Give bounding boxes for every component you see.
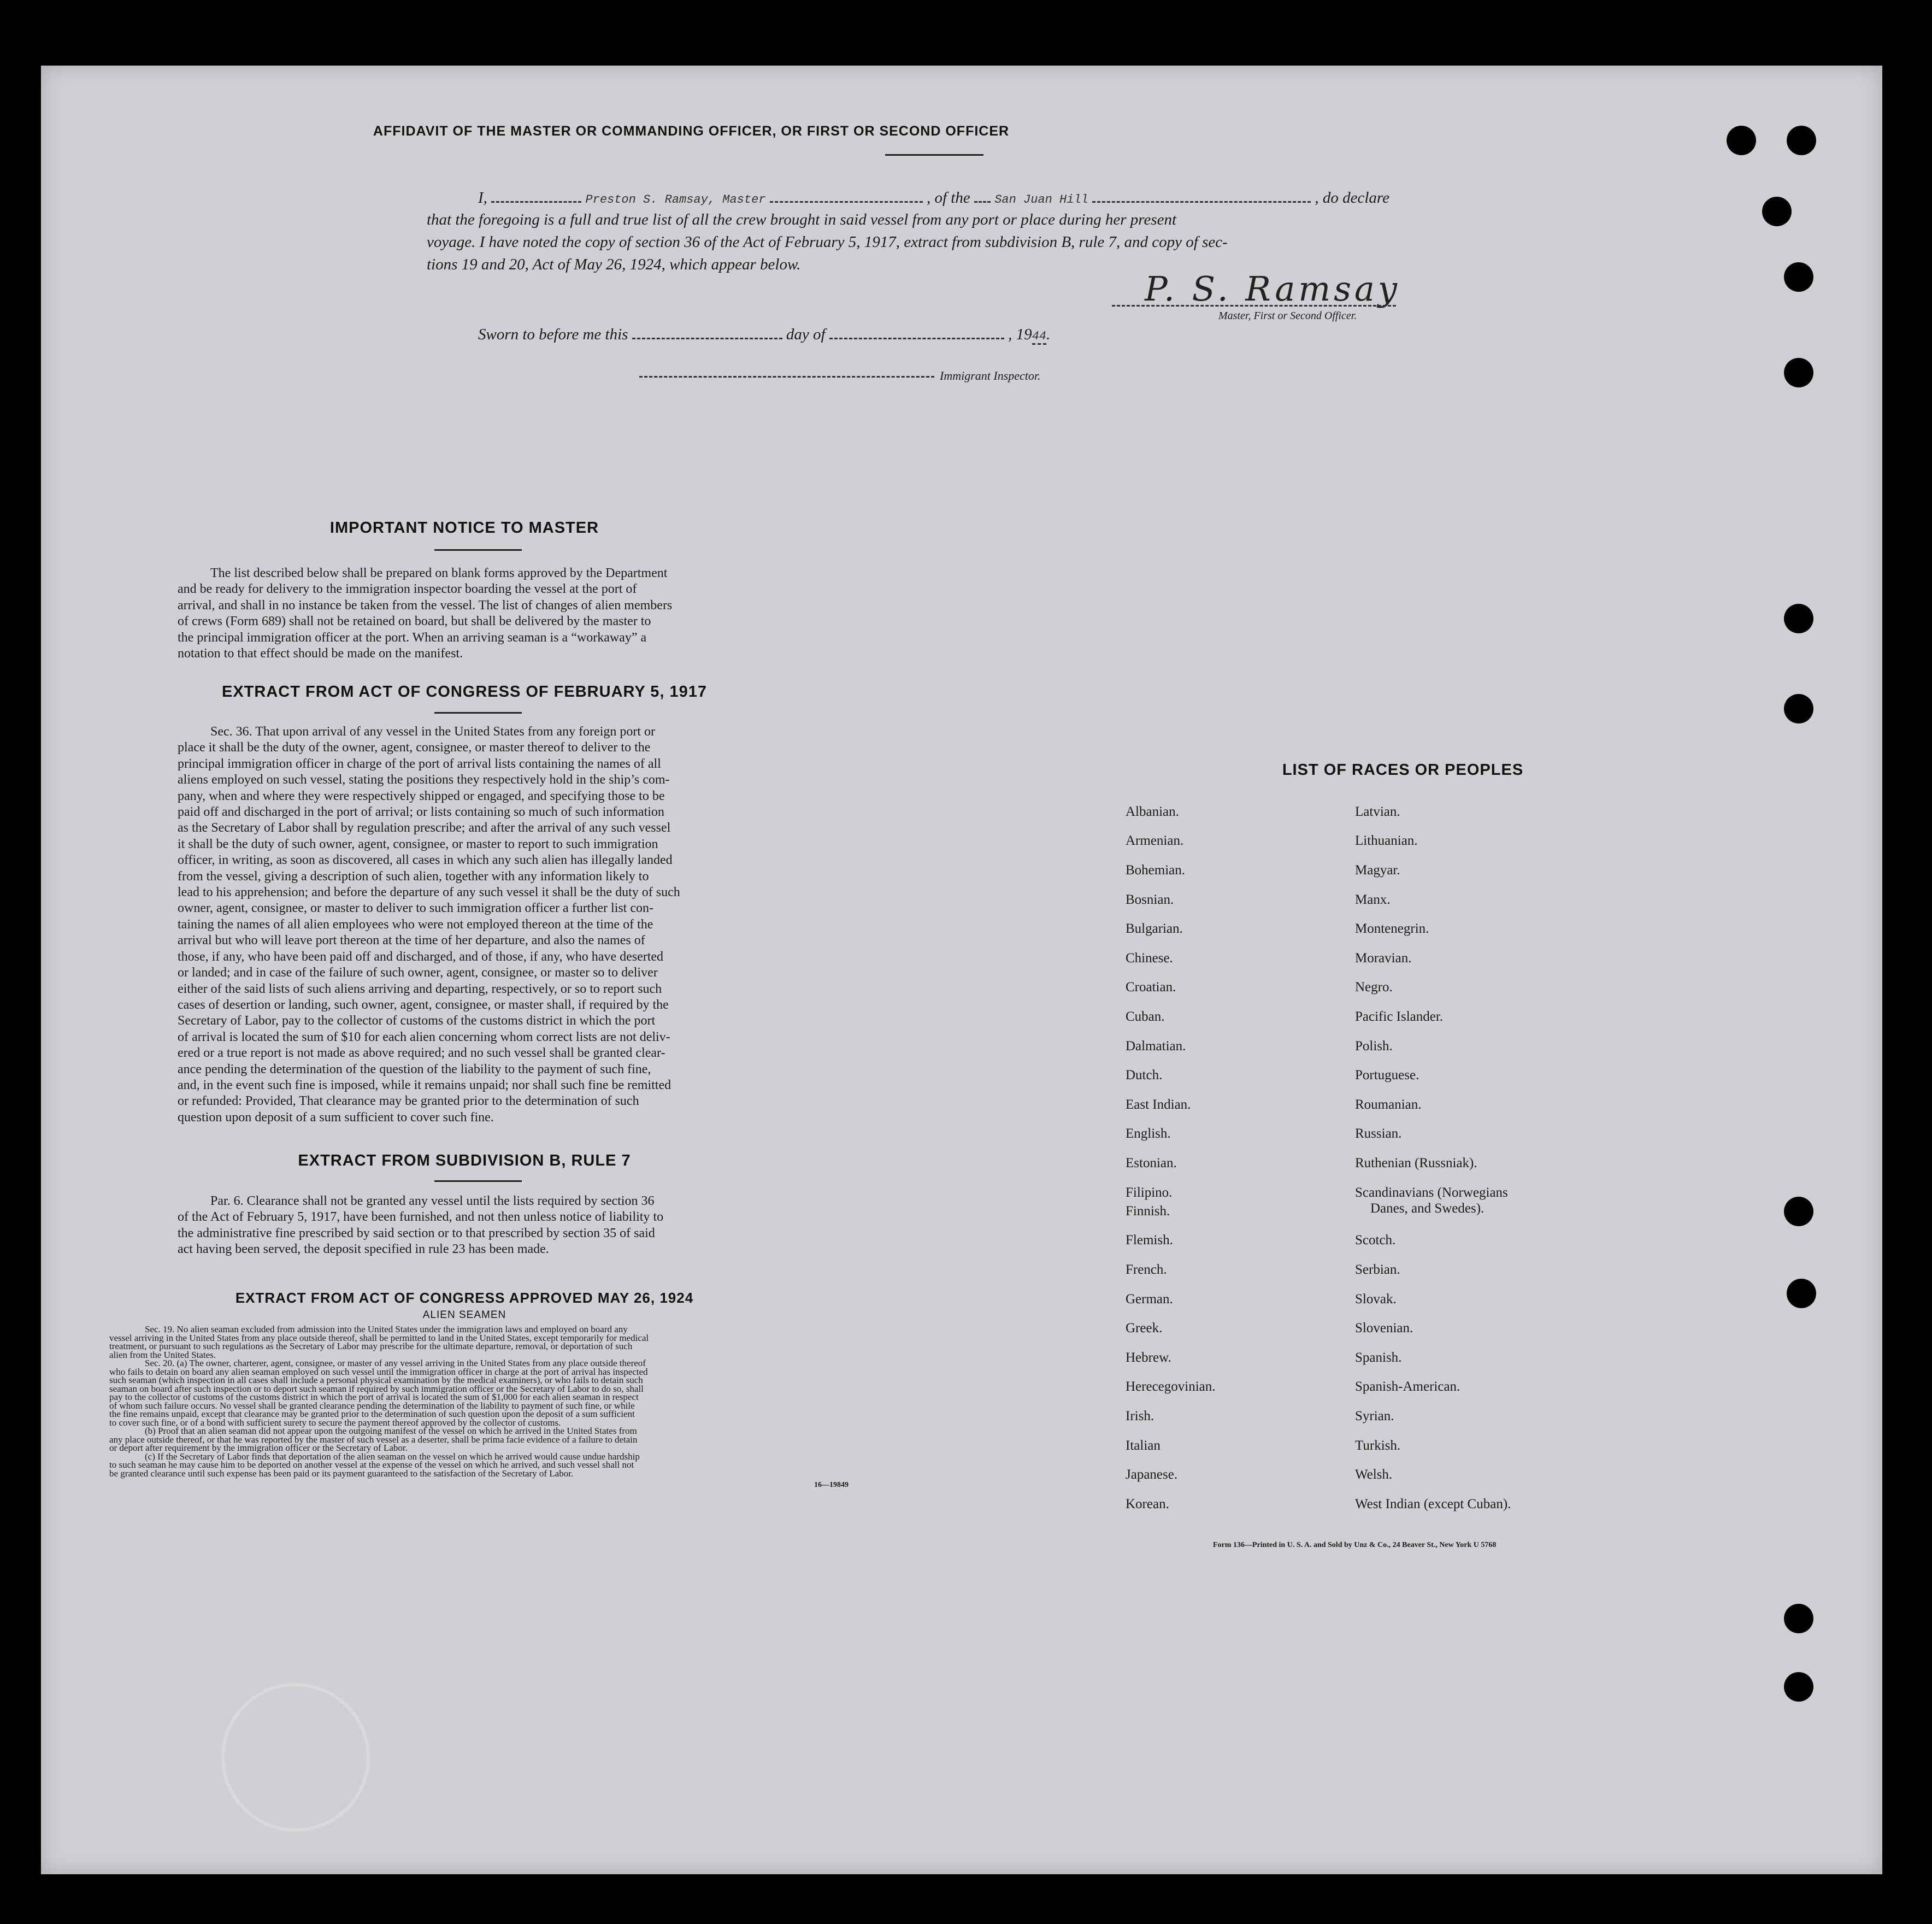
race-item: Welsh.	[1355, 1467, 1393, 1482]
race-item: West Indian (except Cuban).	[1355, 1497, 1511, 1511]
extract-1924-line: any place outside thereof, or that he was reported by the master of such vessel as a deserter, shall be prima facie evidence of a failure to detain	[109, 1434, 638, 1445]
race-item: Flemish.	[1126, 1233, 1173, 1248]
races-title: LIST OF RACES OR PEOPLES	[1282, 761, 1524, 779]
extract-1924-subtitle: ALIEN SEAMEN	[422, 1309, 506, 1321]
extract-1917-title: EXTRACT FROM ACT OF CONGRESS OF FEBRUARY 5, 1917	[221, 683, 708, 701]
affidavit-line: that the foregoing is a full and true list of all the crew brought in said vessel from any port or place during her present	[427, 211, 1177, 228]
race-item: Greek.	[1126, 1321, 1163, 1335]
race-item: Russian.	[1355, 1126, 1402, 1141]
extract-1924-line: alien from the United States.	[109, 1349, 216, 1360]
extract-1924-line: who fails to detain on board any alien seaman employed on such vessel until the immigration officer in charge at the port of arrival has inspected	[109, 1366, 648, 1377]
signature-caption: Master, First or Second Officer.	[1218, 310, 1357, 322]
binder-hole	[1727, 126, 1756, 155]
race-item: Ruthenian (Russniak).	[1355, 1156, 1477, 1170]
extract-line: arrival but who will leave port thereon at the time of her departure, and also the names of	[178, 933, 645, 948]
race-item: Slovenian.	[1355, 1321, 1413, 1335]
binder-hole	[1762, 197, 1792, 226]
notice-line: and be ready for delivery to the immigration inspector boarding the vessel at the port of	[178, 582, 637, 597]
race-item: Filipino.	[1126, 1185, 1173, 1200]
binder-hole	[1784, 1672, 1813, 1702]
day-of-label: day of	[786, 326, 826, 343]
race-item: Herecegovinian.	[1126, 1379, 1216, 1394]
master-signature: P. S. Ramsay	[1145, 269, 1400, 309]
race-item: Bohemian.	[1126, 863, 1186, 878]
race-item: Armenian.	[1126, 833, 1184, 848]
extract-1924-title: EXTRACT FROM ACT OF CONGRESS APPROVED MAY 26, 1924	[235, 1290, 694, 1306]
inspector-caption: Immigrant Inspector.	[940, 369, 1041, 383]
printer-imprint: Form 136—Printed in U. S. A. and Sold by Unz & Co., 24 Beaver St., New York U 5768	[1213, 1541, 1497, 1549]
extract-line: ance pending the determination of the question of the liability to the payment of such fine,	[178, 1062, 651, 1076]
affidavit-body	[427, 209, 1487, 276]
extract-1924-line: such seaman (which inspection in all cases shall include a personal physical examination by the medical examiners), or who fails to detain such	[109, 1375, 643, 1385]
rule7-line: the administrative fine prescribed by said section or to that prescribed by section 35 of said	[178, 1226, 655, 1240]
of-the-label: , of the	[926, 189, 970, 207]
extract-1924-line: Sec. 19. No alien seaman excluded from admission into the United States under the immigration laws and employed on board any	[145, 1324, 628, 1334]
race-item: Polish.	[1355, 1039, 1393, 1054]
race-item: Danes, and Swedes).	[1370, 1201, 1485, 1216]
sworn-label: Sworn to before me this	[478, 326, 628, 343]
binder-hole	[1784, 1604, 1813, 1633]
extract-1917-text	[178, 724, 833, 1126]
binder-hole	[1787, 126, 1816, 155]
race-item: Croatian.	[1126, 980, 1176, 995]
extract-line: lead to his apprehension; and before the departure of any such vessel it shall be the duty of such	[178, 885, 680, 900]
blank-line	[1092, 186, 1311, 203]
race-item: Lithuanian.	[1355, 833, 1418, 848]
notice-line: of crews (Form 689) shall not be retained on board, but shall be delivered by the master to	[178, 614, 651, 629]
extract-line: cases of desertion or landing, such owner, agent, consignee, or master shall, if required by the	[178, 997, 669, 1012]
race-item: Latvian.	[1355, 804, 1400, 819]
extract-line: ered or a true report is not made as above required; and no such vessel shall be granted clear-	[178, 1046, 665, 1061]
race-item: Dutch.	[1126, 1068, 1163, 1082]
race-item: Moravian.	[1355, 951, 1412, 966]
race-item: Serbian.	[1355, 1262, 1400, 1277]
binder-hole	[1784, 694, 1813, 723]
notice-line: notation to that effect should be made on the manifest.	[178, 646, 463, 661]
year-prefix: , 19	[1008, 326, 1032, 343]
notice-underline	[434, 549, 522, 551]
extract-line: either of the said lists of such aliens arriving and departing, respectively, or so to report such	[178, 981, 662, 996]
race-item: French.	[1126, 1262, 1167, 1277]
extract-line: owner, agent, consignee, or master to deliver to such immigration officer a further list con-	[178, 901, 653, 916]
binder-hole	[1784, 604, 1813, 633]
notice-line: the principal immigration officer at the port. When an arriving seaman is a “workaway” a	[178, 630, 647, 645]
affidavit-line: voyage. I have noted the copy of section 36 of the Act of February 5, 1917, extract from subdivision B, rule 7, and copy of sec-	[427, 233, 1228, 251]
race-item: Hebrew.	[1126, 1350, 1171, 1365]
blank-line	[829, 322, 1004, 339]
extract-line: Sec. 36. That upon arrival of any vessel in the United States from any foreign port or	[210, 725, 656, 739]
extract-line: or refunded: Provided, That clearance may be granted prior to the determination of such	[178, 1094, 639, 1109]
extract-line: place it shall be the duty of the owner, agent, consignee, or master thereof to deliver to the	[178, 740, 651, 755]
race-item: Scotch.	[1355, 1233, 1396, 1248]
inspector-signature-line	[639, 361, 934, 378]
blank-line	[974, 186, 991, 203]
extract-line: from the vessel, giving a description of such alien, together with any information likely to	[178, 869, 649, 884]
race-item: English.	[1126, 1126, 1171, 1141]
race-item: Finnish.	[1126, 1204, 1170, 1219]
title-underline	[885, 154, 983, 156]
extract-line: officer, in writing, as soon as discovered, all cases in which any such alien has illegally landed	[178, 853, 673, 868]
race-item: Spanish-American.	[1355, 1379, 1460, 1394]
extract-1924-line: the fine remains unpaid, except that clearance may be granted prior to the determination of such question upon the deposit of a sum sufficient	[109, 1409, 635, 1419]
race-item: Estonian.	[1126, 1156, 1177, 1170]
extract-1924-line: (b) Proof that an alien seaman did not appear upon the outgoing manifest of the vessel on which he arrived in the United States from	[145, 1426, 637, 1436]
signature-line	[1112, 290, 1396, 307]
extract-1924-line: pay to the collector of customs of the customs district in which the port of arrival is located the sum of $1,000 for each alien seaman in respect	[109, 1392, 639, 1402]
extract-1917-underline	[434, 712, 522, 714]
rule7-title: EXTRACT FROM SUBDIVISION B, RULE 7	[298, 1152, 631, 1169]
race-item: Spanish.	[1355, 1350, 1402, 1365]
extract-line: pany, when and where they were respectively shipped or engaged, and specifying those to be	[178, 789, 665, 803]
extract-line: Secretary of Labor, pay to the collector of customs of the customs district in which the port	[178, 1014, 656, 1028]
binder-hole	[1784, 262, 1813, 292]
extract-line: taining the names of all alien employees who were not employed thereon at the time of the	[178, 917, 653, 932]
extract-line: of arrival is located the sum of $10 for each alien concerning whom correct lists are not deliv-	[178, 1029, 670, 1044]
extract-line: as the Secretary of Labor shall by regulation prescribe; and after the arrival of any such vessel	[178, 821, 671, 836]
extract-1924-line: to such seaman he may cause him to be deported on another vessel at the expense of the vessel on which he arrived, and such vessel shall not	[109, 1460, 634, 1470]
binder-hole	[1784, 358, 1813, 387]
extract-1924-line: treatment, or pursuant to such regulations as the Secretary of Labor may prescribe for the ultimate departure, removal, or deportation of such	[109, 1341, 633, 1351]
race-item: Slovak.	[1355, 1292, 1397, 1307]
race-item: German.	[1126, 1292, 1173, 1307]
race-item: Cuban.	[1126, 1009, 1165, 1024]
race-item: Portuguese.	[1355, 1068, 1419, 1082]
master-name: Preston S. Ramsay, Master	[585, 193, 766, 207]
notice-line: The list described below shall be prepared on blank forms approved by the Department	[210, 566, 668, 580]
extract-line: question upon deposit of a sum sufficient to cover such fine.	[178, 1110, 494, 1125]
extract-1924-line: to cover such fine, or of a bond with sufficient surety to secure the payment thereof approved by the collector of customs.	[109, 1417, 561, 1428]
rule7-line: of the Act of February 5, 1917, have been furnished, and not then unless notice of liability to	[178, 1210, 664, 1225]
blank-line	[770, 186, 923, 203]
notice-title: IMPORTANT NOTICE TO MASTER	[329, 519, 599, 537]
race-item: Dalmatian.	[1126, 1039, 1186, 1054]
binder-hole	[1784, 1197, 1813, 1226]
i-label: I,	[478, 189, 487, 207]
extract-1924-line: be granted clearance until such expense has been paid or its payment guaranteed to the satisfaction of the Secretary of Labor.	[109, 1468, 574, 1479]
extract-line: paid off and discharged in the port of arrival; or lists containing so much of such information	[178, 805, 664, 820]
year-suffix: 44	[1032, 330, 1046, 345]
notice-text	[178, 566, 833, 662]
extract-1924-line: vessel arriving in the United States from any place outside thereof, shall be permitted to land in the United States, except temporarily for medical	[109, 1332, 649, 1343]
race-item: Irish.	[1126, 1409, 1155, 1423]
race-item: Scandinavians (Norwegians	[1355, 1185, 1508, 1200]
race-item: Chinese.	[1126, 951, 1173, 966]
extract-line: those, if any, who have been paid off and discharged, and of those, if any, who have deserted	[178, 949, 664, 964]
extract-1924-line: seaman on board after such inspection or to deport such seaman if required by such immigration officer or the Secretary of Labor to do so, shall	[109, 1383, 644, 1394]
declaration-line	[478, 186, 1489, 207]
sworn-line: Sworn to before me this day of , 1944.	[478, 322, 1050, 344]
rule7-line: act having been served, the deposit specified in rule 23 has been made.	[178, 1242, 549, 1257]
extract-line: or landed; and in case of the failure of such owner, agent, consignee, or master so to deliver	[178, 966, 658, 980]
embossed-seal	[221, 1683, 370, 1832]
race-item: Roumanian.	[1355, 1097, 1422, 1112]
extract-1924-text	[109, 1325, 915, 1478]
vessel-name: San Juan Hill	[994, 193, 1088, 207]
extract-1924-line: of whom such failure occurs. No vessel shall be granted clearance pending the determination of the liability to payment of such fine, or while	[109, 1400, 635, 1411]
extract-line: principal immigration officer in charge of the port of arrival lists containing the names of all	[178, 756, 661, 771]
blank-line	[491, 186, 581, 203]
race-item: East Indian.	[1126, 1097, 1191, 1112]
binder-hole	[1787, 1279, 1816, 1308]
extract-1924-line: or deport after requirement by the immigration officer or the Secretary of Labor.	[109, 1443, 408, 1453]
extract-line: it shall be the duty of such owner, agent, consignee, or master to report to such immigration	[178, 837, 658, 851]
race-item: Turkish.	[1355, 1438, 1401, 1453]
do-declare-label: , do declare	[1315, 189, 1390, 207]
race-item: Bulgarian.	[1126, 921, 1183, 936]
race-item: Albanian.	[1126, 804, 1179, 819]
race-item: Manx.	[1355, 892, 1391, 907]
race-item: Negro.	[1355, 980, 1393, 995]
race-item: Syrian.	[1355, 1409, 1394, 1423]
extract-line: and, in the event such fine is imposed, while it remains unpaid; nor shall such fine be remitted	[178, 1078, 672, 1092]
rule7-underline	[434, 1180, 522, 1182]
race-item: Italian	[1126, 1438, 1161, 1453]
race-item: Magyar.	[1355, 863, 1400, 878]
race-item: Pacific Islander.	[1355, 1009, 1444, 1024]
form-code: 16—19849	[814, 1481, 849, 1489]
extract-1924-line: (c) If the Secretary of Labor finds that deportation of the alien seaman on the vessel on which he arrived would cause undue hardship	[145, 1451, 640, 1462]
rule7-text	[178, 1193, 833, 1258]
affidavit-title: AFFIDAVIT OF THE MASTER OR COMMANDING OFFICER, OR FIRST OR SECOND OFFICER	[373, 123, 1010, 139]
extract-1924-line: Sec. 20. (a) The owner, charterer, agent, consignee, or master of any vessel arriving in the United States from any place outside thereof	[145, 1358, 646, 1368]
race-item: Japanese.	[1126, 1467, 1178, 1482]
notice-line: arrival, and shall in no instance be taken from the vessel. The list of changes of alien members	[178, 598, 673, 613]
race-item: Korean.	[1126, 1497, 1169, 1511]
race-item: Bosnian.	[1126, 892, 1174, 907]
race-item: Montenegrin.	[1355, 921, 1429, 936]
document-sheet	[41, 66, 1882, 1874]
affidavit-line: tions 19 and 20, Act of May 26, 1924, which appear below.	[427, 256, 801, 273]
rule7-line: Par. 6. Clearance shall not be granted any vessel until the lists required by section 36	[210, 1194, 655, 1208]
extract-line: aliens employed on such vessel, stating the positions they respectively hold in the ship’s com-	[178, 773, 670, 787]
blank-line	[632, 322, 782, 339]
